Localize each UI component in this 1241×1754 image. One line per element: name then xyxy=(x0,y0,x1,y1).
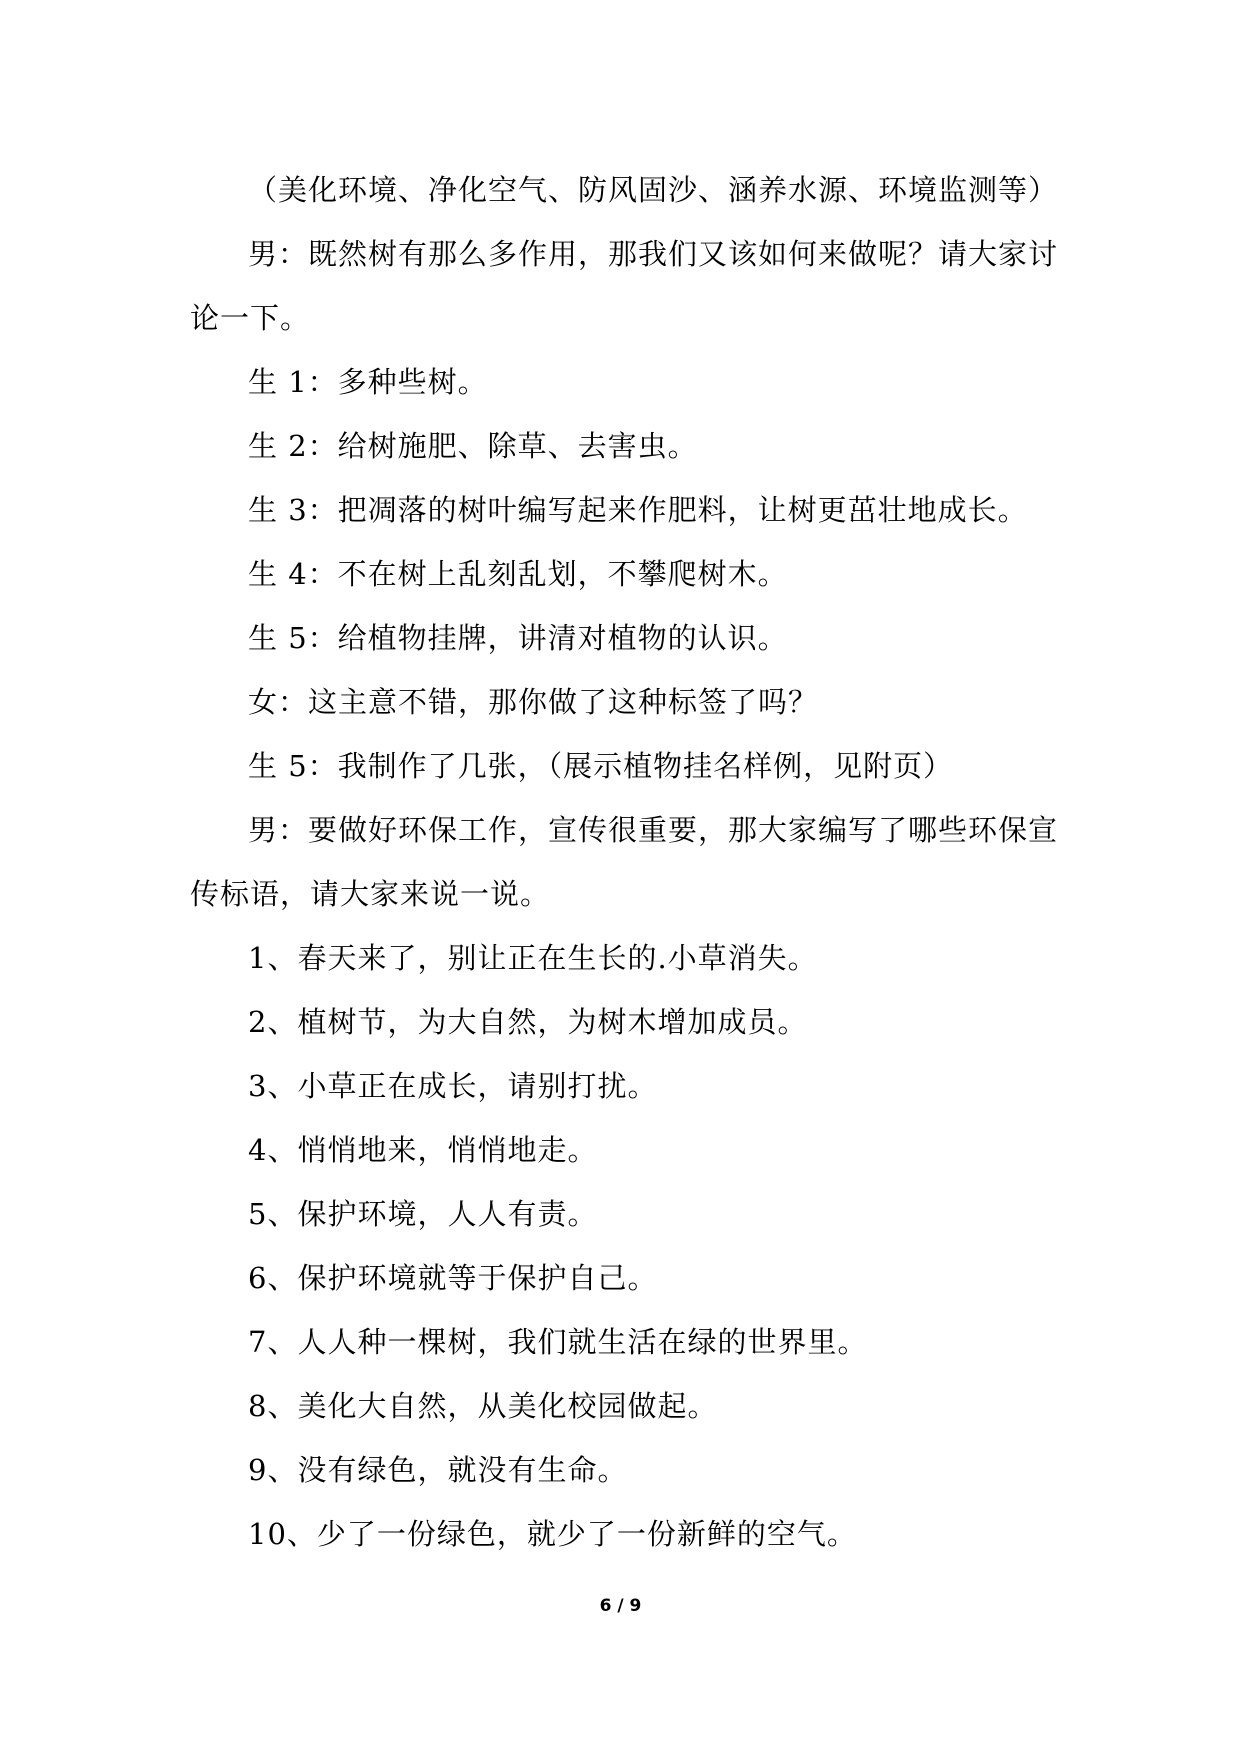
slogan-item: 2、植树节，为大自然，为树木增加成员。 xyxy=(248,1005,808,1039)
paragraph-male-slogans: 男：要做好环保工作，宣传很重要，那大家编写了哪些环保宣传标语，请大家来说一说。 xyxy=(190,813,1059,911)
paragraph-female-question: 女：这主意不错，那你做了这种标签了吗？ xyxy=(248,685,819,719)
slogan-item: 3、小草正在成长，请别打扰。 xyxy=(248,1069,658,1103)
slogan-item: 6、保护环境就等于保护自己。 xyxy=(248,1261,658,1295)
page-number: 6 / 9 xyxy=(599,1596,642,1616)
paragraph-intro: （美化环境、净化空气、防风固沙、涵养水源、环境监测等） xyxy=(248,173,1059,207)
slogan-item: 7、人人种一棵树，我们就生活在绿的世界里。 xyxy=(248,1325,868,1359)
document-body xyxy=(190,158,1060,1566)
paragraph-student-3: 生 3：把凋落的树叶编写起来作肥料，让树更茁壮地成长。 xyxy=(248,493,1028,527)
slogan-item: 4、悄悄地来，悄悄地走。 xyxy=(248,1133,598,1167)
slogan-item: 10、少了一份绿色，就少了一份新鲜的空气。 xyxy=(248,1517,857,1551)
paragraph-student-1: 生 1：多种些树。 xyxy=(248,365,488,399)
slogan-item: 9、没有绿色，就没有生命。 xyxy=(248,1453,628,1487)
paragraph-student-5-reply: 生 5：我制作了几张，（展示植物挂名样例，见附页） xyxy=(248,749,954,783)
paragraph-student-5: 生 5：给植物挂牌，讲清对植物的认识。 xyxy=(248,621,788,655)
slogan-item: 8、美化大自然，从美化校园做起。 xyxy=(248,1389,718,1423)
paragraph-student-4: 生 4：不在树上乱刻乱划，不攀爬树木。 xyxy=(248,557,788,591)
paragraph-male-question: 男：既然树有那么多作用，那我们又该如何来做呢？请大家讨论一下。 xyxy=(190,237,1059,335)
paragraph-student-2: 生 2：给树施肥、除草、去害虫。 xyxy=(248,429,698,463)
slogan-item: 1、春天来了，别让正在生长的.小草消失。 xyxy=(248,941,818,975)
slogan-item: 5、保护环境，人人有责。 xyxy=(248,1197,598,1231)
